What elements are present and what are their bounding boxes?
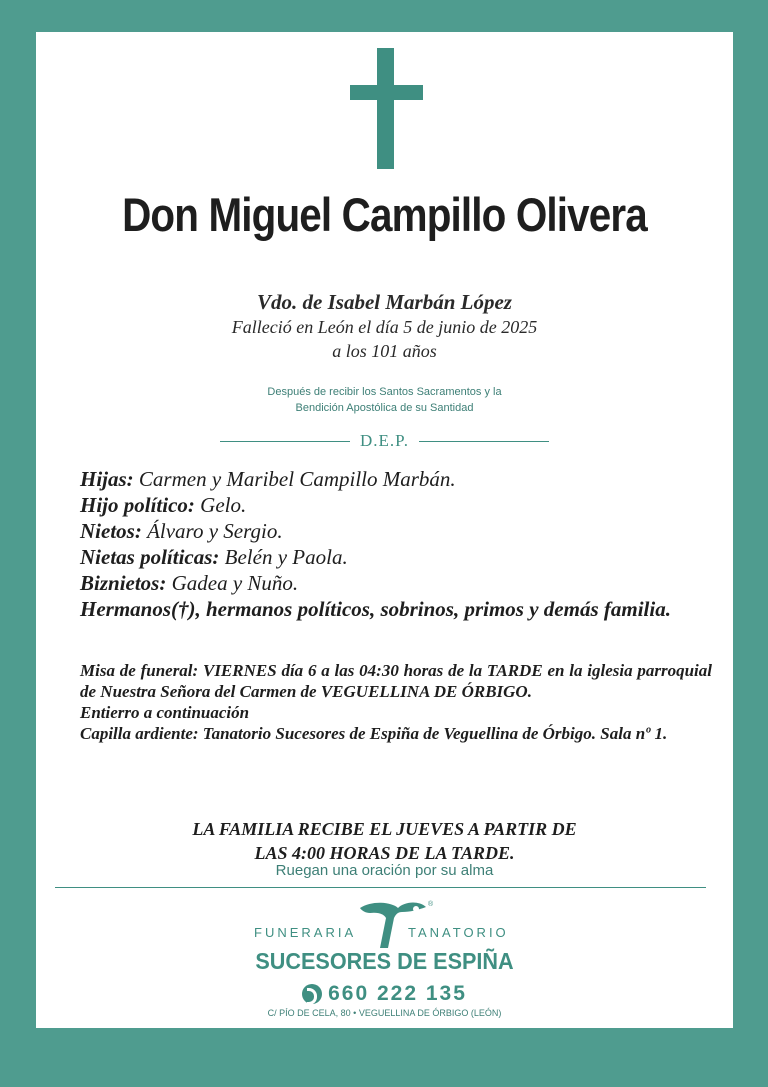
family-row-biznietos xyxy=(80,570,710,596)
family-label: Hijo político: xyxy=(80,493,195,517)
family-value: Belén y Paola. xyxy=(219,545,348,569)
phone-icon xyxy=(302,984,322,1004)
family-row-hijas xyxy=(80,466,710,492)
sacraments-text xyxy=(36,384,733,416)
chapel-details: Capilla ardiente: Tanatorio Sucesores de Espiña de Veguellina de Órbigo. Sala nº 1. xyxy=(80,724,668,743)
funeraria-label: FUNERARIA xyxy=(254,925,357,940)
prayer-request: Ruegan una oración por su alma xyxy=(275,862,494,879)
dep-divider xyxy=(220,429,549,453)
sacraments-line-1: Después de recibir los Santos Sacramentos y la xyxy=(267,386,502,398)
burial-details: Entierro a continuación xyxy=(80,703,250,722)
cross-horizontal-bar xyxy=(350,85,423,100)
receives-line-1: LA FAMILIA RECIBE EL JUEVES A PARTIR DE xyxy=(192,819,577,839)
dep-left-rule xyxy=(220,441,350,442)
phone-number: 660 222 135 xyxy=(328,982,467,1005)
deceased-name: Don Miguel Campillo Olivera xyxy=(122,188,647,241)
address-line: C/ PÍO DE CELA, 80 • VEGUELLINA DE ÓRBIGO (LEÓN) xyxy=(267,1008,502,1018)
funeraria-logo-icon xyxy=(354,898,434,950)
tanatorio-label: TANATORIO xyxy=(408,925,509,940)
receives-line-2: LAS 4:00 HORAS DE LA TARDE. xyxy=(254,843,515,863)
family-label: Nietos: xyxy=(80,519,142,543)
death-date-line: Falleció en León el día 5 de junio de 2025 xyxy=(231,317,538,337)
family-row-hijo-politico xyxy=(80,492,710,518)
family-value: Gelo. xyxy=(194,493,247,517)
mass-details: Misa de funeral: VIERNES día 6 a las 04:30 horas de la TARDE en la iglesia parroquial de Nuestra Señora del Carmen de VEGUELLINA DE ÓRBIGO. xyxy=(80,661,712,701)
funeral-details xyxy=(80,660,712,744)
phone-contact xyxy=(36,982,733,1006)
dep-text: D.E.P. xyxy=(360,431,409,450)
family-value: Álvaro y Sergio. xyxy=(141,519,283,543)
family-value: Carmen y Maribel Campillo Marbán. xyxy=(133,467,456,491)
family-row-nietas-politicas xyxy=(80,544,710,570)
family-value: Gadea y Nuño. xyxy=(166,571,299,595)
family-label: Biznietos: xyxy=(80,571,167,595)
family-row-nietos xyxy=(80,518,710,544)
svg-text:®: ® xyxy=(428,901,434,908)
widower-line: Vdo. de Isabel Marbán López xyxy=(257,290,512,314)
brand-name: SUCESORES DE ESPIÑA xyxy=(255,948,514,974)
age-line: a los 101 años xyxy=(332,341,437,361)
sacraments-line-2: Bendición Apostólica de su Santidad xyxy=(295,402,474,414)
family-list xyxy=(80,466,710,622)
footer-divider xyxy=(55,887,706,888)
obituary-sheet xyxy=(36,32,733,1028)
family-receives xyxy=(36,817,733,865)
family-label: Hijas: xyxy=(80,467,134,491)
cross-vertical-bar xyxy=(377,48,394,169)
family-label: Nietas políticas: xyxy=(80,545,220,569)
relatives-line: Hermanos(†), hermanos políticos, sobrinos, primos y demás familia. xyxy=(80,597,671,621)
dep-right-rule xyxy=(419,441,549,442)
